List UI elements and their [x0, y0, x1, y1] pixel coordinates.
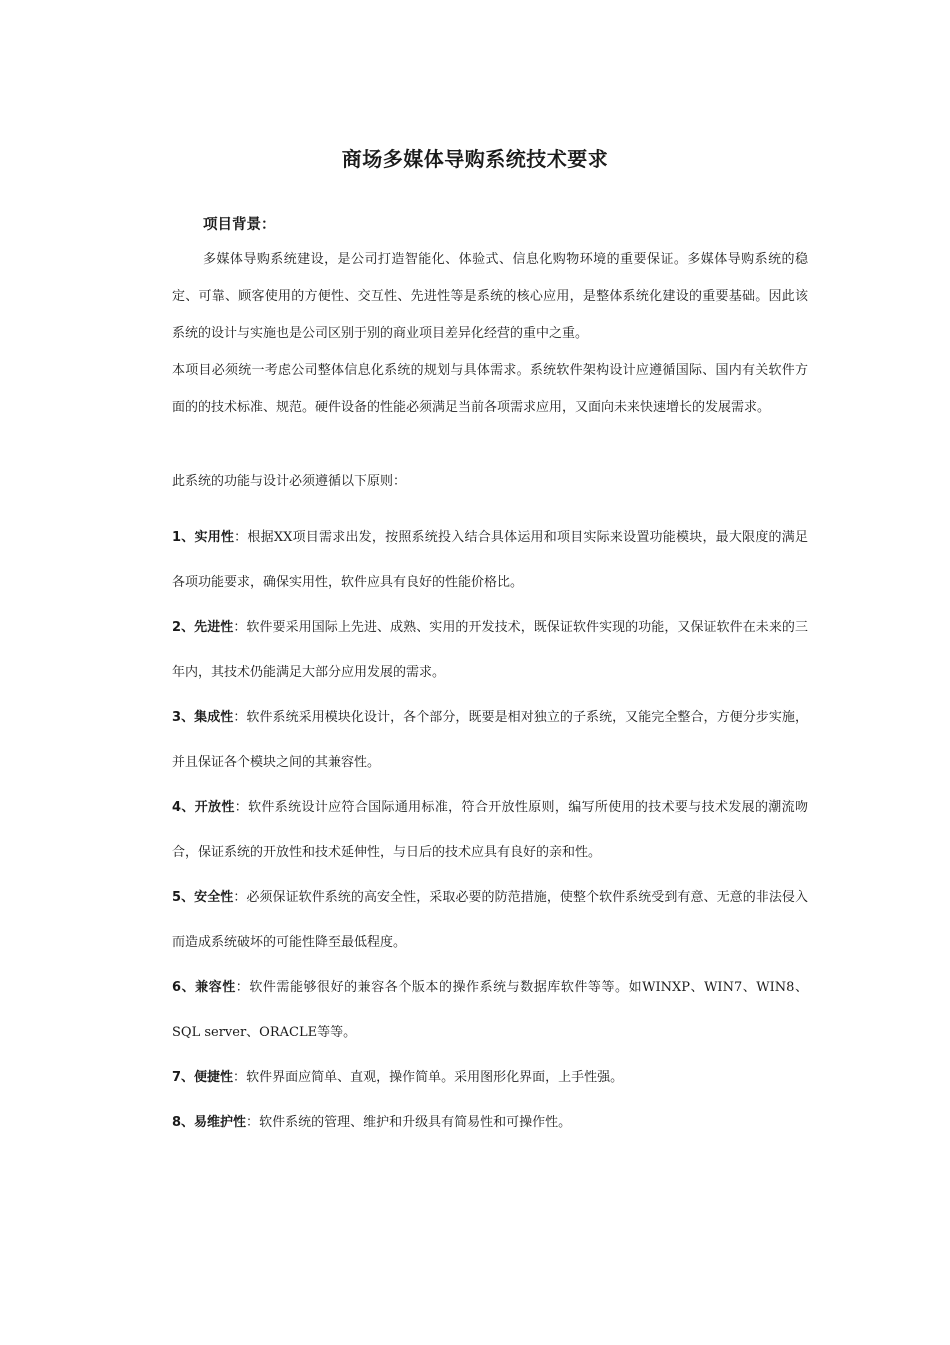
principle-item-maintainability [172, 1100, 808, 1145]
section-heading-background: 项目背景： [203, 217, 276, 233]
principle-separator: ： [233, 710, 247, 725]
principle-item-advancement [172, 605, 808, 695]
principle-item-practicality [172, 515, 808, 605]
principle-separator: ： [235, 980, 250, 995]
principle-item-integration [172, 695, 808, 785]
principle-text: 软件需能够很好的兼容各个版本的操作系统与数据库软件等等。如WINXP、WIN7、WIN8、SQL server、ORACLE等等。 [172, 980, 808, 1040]
principles-list [172, 515, 808, 1145]
principle-separator: ： [246, 1115, 260, 1130]
principle-text: 软件系统的管理、维护和升级具有简易性和可操作性。 [259, 1115, 572, 1130]
principle-text: 软件系统设计应符合国际通用标准，符合开放性原则，编写所使用的技术要与技术发展的潮流吻合，保证系统的开放性和技术延伸性，与日后的技术应具有良好的亲和性。 [172, 800, 808, 860]
document-title: 商场多媒体导购系统技术要求 [341, 147, 609, 171]
principle-name: 1、实用性 [172, 530, 235, 545]
principle-separator: ： [234, 530, 248, 545]
principle-separator: ： [233, 890, 247, 905]
principle-name: 5、安全性 [172, 890, 234, 905]
principle-name: 3、集成性 [172, 710, 234, 725]
principle-name: 7、便捷性 [172, 1070, 234, 1085]
principle-text: 软件要采用国际上先进、成熟、实用的开发技术，既保证软件实现的功能，又保证软件在未来的三年内，其技术仍能满足大部分应用发展的需求。 [172, 620, 808, 680]
principle-item-compatibility [172, 965, 808, 1055]
paragraph-background-1: 多媒体导购系统建设，是公司打造智能化、体验式、信息化购物环境的重要保证。多媒体导购系统的稳定、可靠、顾客使用的方便性、交互性、先进性等是系统的核心应用，是整体系统化建设的重要基础。因此该系统的设计与实施也是公司区别于别的商业项目差异化经营的重中之重。 [172, 252, 808, 341]
principle-separator: ： [233, 1070, 247, 1085]
principle-item-convenience [172, 1055, 808, 1100]
principle-text: 软件界面应简单、直观，操作简单。采用图形化界面，上手性强。 [246, 1070, 624, 1085]
principle-text: 根据XX项目需求出发，按照系统投入结合具体运用和项目实际来设置功能模块，最大限度的满足各项功能要求，确保实用性，软件应具有良好的性能价格比。 [172, 530, 808, 590]
principle-text: 必须保证软件系统的高安全性，采取必要的防范措施，使整个软件系统受到有意、无意的非法侵入而造成系统破坏的可能性降至最低程度。 [172, 890, 808, 950]
principle-separator: ： [234, 800, 249, 815]
paragraph-principles-intro: 此系统的功能与设计必须遵循以下原则： [172, 474, 407, 489]
principle-name: 4、开放性 [172, 800, 235, 815]
principle-item-security [172, 875, 808, 965]
principle-separator: ： [233, 620, 247, 635]
principle-name: 6、兼容性 [172, 980, 236, 995]
paragraph-background-2: 本项目必须统一考虑公司整体信息化系统的规划与具体需求。系统软件架构设计应遵循国际、国内有关软件方面的的技术标准、规范。硬件设备的性能必须满足当前各项需求应用，又面向未来快速增长的发展需求。 [172, 363, 808, 415]
principle-item-openness [172, 785, 808, 875]
principle-name: 8、易维护性 [172, 1115, 247, 1130]
principle-name: 2、先进性 [172, 620, 234, 635]
principle-text: 软件系统采用模块化设计，各个部分，既要是相对独立的子系统，又能完全整合，方便分步实施，并且保证各个模块之间的其兼容性。 [172, 710, 808, 770]
